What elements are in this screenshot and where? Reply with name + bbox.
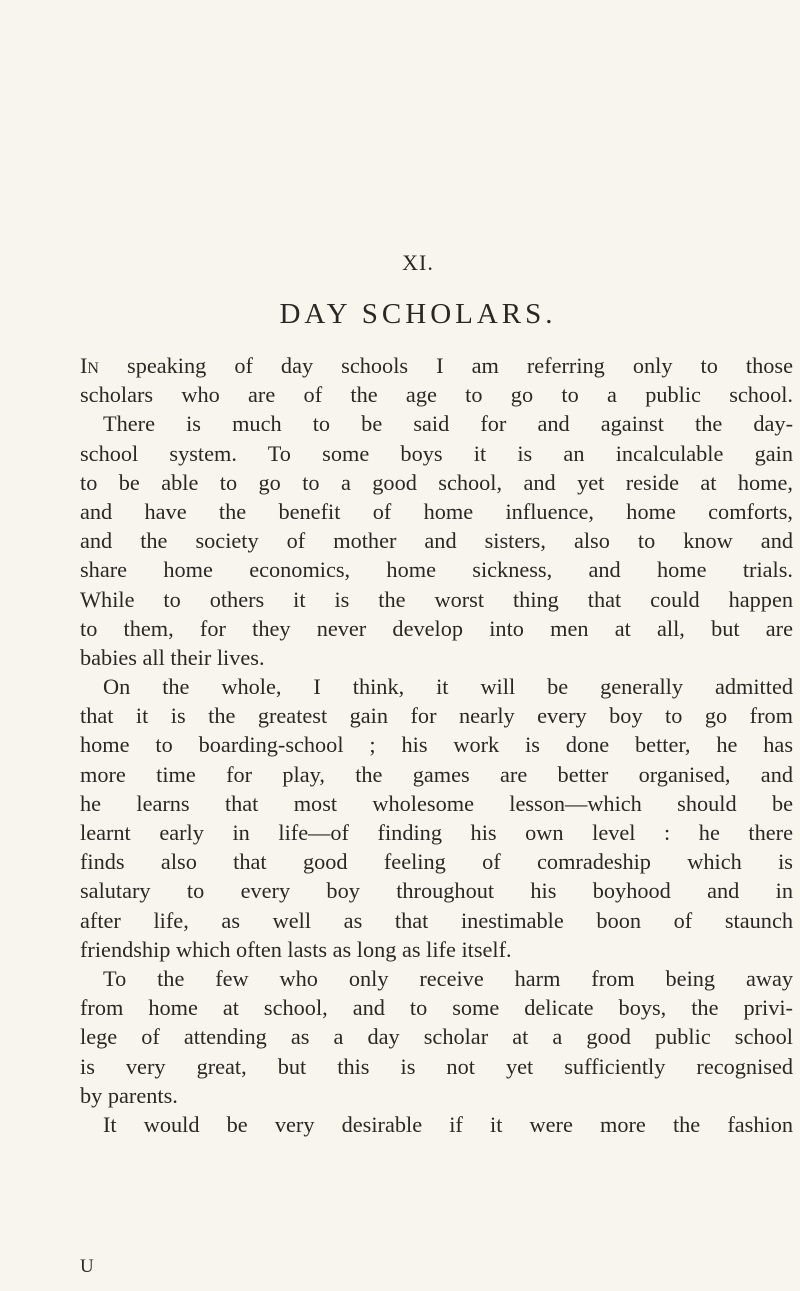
text-line: he learns that most wholesome lesson—which should be bbox=[80, 790, 793, 816]
text-line: lege of attending as a day scholar at a good public school bbox=[80, 1024, 793, 1050]
text-line: To the few who only receive harm from being away bbox=[103, 965, 793, 991]
text-line: babies all their lives. bbox=[80, 644, 265, 670]
text-line: after life, as well as that inestimable boon of staunch bbox=[80, 907, 793, 933]
body-text bbox=[80, 351, 793, 1139]
text-line: and have the benefit of home influence, home comforts, bbox=[80, 498, 793, 524]
text-line: friendship which often lasts as long as life itself. bbox=[80, 936, 512, 962]
text-line: share home economics, home sickness, and home trials. bbox=[80, 557, 793, 583]
text-line: On the whole, I think, it will be generally admitted bbox=[103, 674, 793, 700]
text-line: more time for play, the games are better organised, and bbox=[80, 761, 793, 787]
text-line: that it is the greatest gain for nearly every boy to go from bbox=[80, 703, 793, 729]
text-line: There is much to be said for and against the day- bbox=[103, 411, 793, 437]
text-line: by parents. bbox=[80, 1082, 178, 1108]
text-line: to them, for they never develop into men at all, but are bbox=[80, 615, 793, 641]
text-line: to be able to go to a good school, and yet reside at home, bbox=[80, 469, 793, 495]
chapter-title: DAY SCHOLARS. bbox=[279, 298, 557, 330]
signature-mark: U bbox=[80, 1256, 94, 1277]
text-line: home to boarding-school ; his work is done better, he has bbox=[80, 732, 793, 758]
text-line: scholars who are of the age to go to a public school. bbox=[80, 382, 793, 408]
text-line: salutary to every boy throughout his boyhood and in bbox=[80, 878, 793, 904]
text-line: finds also that good feeling of comradeship which is bbox=[80, 849, 793, 875]
text-line: from home at school, and to some delicate boys, the privi- bbox=[80, 995, 793, 1021]
text-line: learnt early in life—of finding his own level : he there bbox=[80, 820, 793, 845]
text-line: In speaking of day schools I am referring only to those bbox=[80, 353, 793, 378]
text-line: school system. To some boys it is an incalculable gain bbox=[80, 440, 793, 466]
text-line: is very great, but this is not yet sufficiently recognised bbox=[80, 1053, 793, 1079]
chapter-number: XI. bbox=[402, 250, 434, 275]
text-line: While to others it is the worst thing that could happen bbox=[80, 586, 793, 612]
lead-word: In bbox=[80, 353, 99, 378]
text-line: and the society of mother and sisters, also to know and bbox=[80, 528, 793, 554]
text-line: It would be very desirable if it were more the fashion bbox=[103, 1111, 793, 1137]
